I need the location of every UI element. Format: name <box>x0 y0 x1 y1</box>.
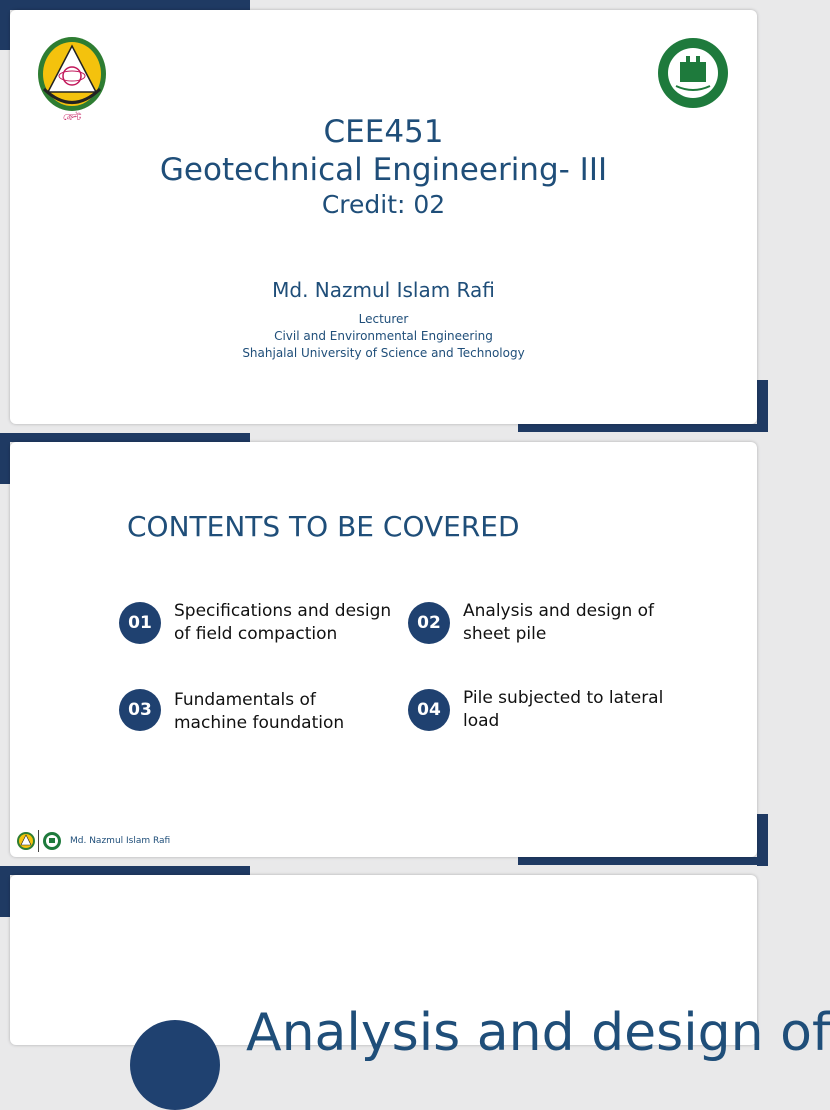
instructor-name: Md. Nazmul Islam Rafi <box>272 278 495 302</box>
instructor-university: Shahjalal University of Science and Technology <box>242 346 525 360</box>
course-title: Geotechnical Engineering- III <box>159 152 608 188</box>
item-text-04: Pile subjected to lateral load <box>463 688 664 731</box>
accent-bar-top-left-3 <box>0 866 250 875</box>
accent-bar-top-left <box>0 0 250 10</box>
contents-heading: CONTENTS TO BE COVERED <box>127 510 520 543</box>
instructor-department: Civil and Environmental Engineering <box>274 329 493 343</box>
partial-circle <box>130 1020 220 1110</box>
accent-bar-left-edge-3 <box>0 875 10 917</box>
slide-contents <box>10 442 757 857</box>
footer-university-logo <box>16 831 36 855</box>
instructor-role: Lecturer <box>358 312 409 326</box>
accent-bar-bottom-right-1 <box>518 424 768 432</box>
slide-title <box>10 10 757 424</box>
item-number-01: 01 <box>119 602 161 644</box>
footer-divider <box>38 830 39 852</box>
partial-slide-title: Analysis and design of <box>246 1003 830 1063</box>
item-text-02: Analysis and design of sheet pile <box>463 601 655 644</box>
footer-name: Md. Nazmul Islam Rafi <box>70 836 171 846</box>
slide-partial <box>10 875 830 1063</box>
logo-caption: ক্রেন্ট <box>62 113 82 123</box>
item-text-03: Fundamentals of machine foundation <box>174 690 345 733</box>
footer-department-logo <box>42 831 62 855</box>
course-code: CEE451 <box>323 114 444 150</box>
course-credit: Credit: 02 <box>321 190 446 219</box>
item-number-02: 02 <box>408 602 450 644</box>
item-number-04: 04 <box>408 689 450 731</box>
accent-bar-left-edge-1 <box>0 10 10 50</box>
department-logo <box>656 36 730 110</box>
accent-bar-top-left-2 <box>0 433 250 442</box>
item-number-03: 03 <box>119 689 161 731</box>
accent-bar-bottom-right-2 <box>518 857 768 865</box>
university-logo <box>36 34 108 124</box>
item-text-01: Specifications and design of field compaction <box>174 601 392 644</box>
accent-bar-left-edge-2 <box>0 442 10 484</box>
